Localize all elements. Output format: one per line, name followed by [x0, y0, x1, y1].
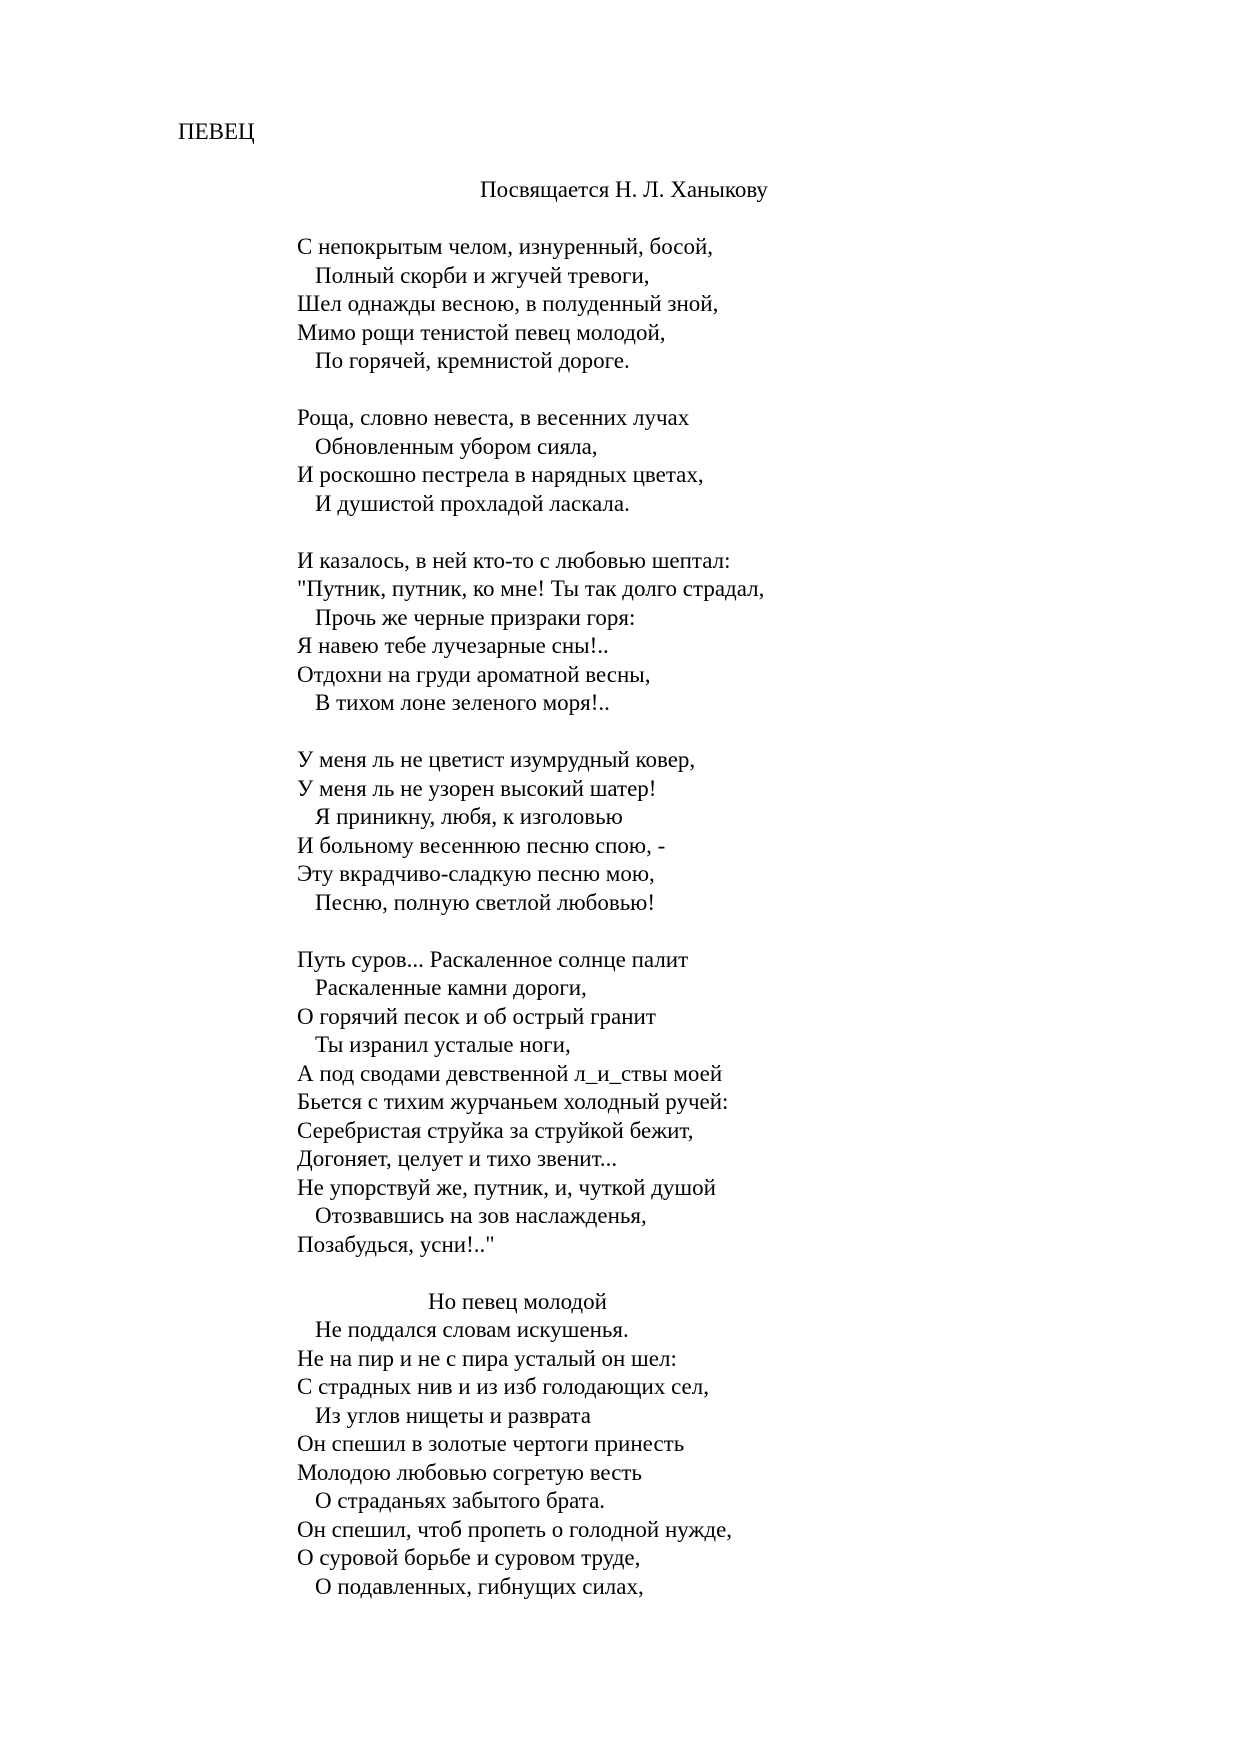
poem-line: "Путник, путник, ко мне! Ты так долго страдал, — [297, 576, 765, 601]
poem-line: Серебристая струйка за струйкой бежит, — [297, 1117, 694, 1143]
stanza — [297, 233, 1197, 376]
poem-line: Отдохни на груди ароматной весны, — [297, 661, 651, 687]
poem-line: Я приникну, любя, к изголовью — [315, 804, 623, 829]
stanza — [297, 746, 1197, 917]
poem-line: О суровой борьбе и суровом труде, — [297, 1545, 641, 1570]
poem-line: У меня ль не цветист изумрудный ковер, — [297, 747, 696, 772]
poem-line: Прочь же черные призраки горя: — [315, 604, 636, 630]
poem-line: И роскошно пестрела в нарядных цветах, — [297, 462, 704, 487]
poem-line: Путь суров... Раскаленное солнце палит — [297, 946, 689, 972]
poem-line: Не поддался словам искушенья. — [315, 1317, 629, 1342]
stanza — [297, 547, 1197, 718]
poem-line: Отозвавшись на зов наслажденья, — [315, 1203, 647, 1228]
poem-line: Догоняет, целует и тихо звенит... — [297, 1146, 618, 1171]
poem-line: У меня ль не узорен высокий шатер! — [297, 775, 657, 801]
poem-line: Не упорствуй же, путник, и, чуткой душой — [297, 1174, 716, 1200]
poem-line: С страдных нив и из изб голодающих сел, — [297, 1374, 709, 1399]
stanza — [297, 1288, 1197, 1602]
poem-line: Молодою любовью согретую весть — [297, 1459, 642, 1485]
poem-dedication: Посвящается Н. Л. Ханыкову — [480, 177, 768, 202]
poem-line: Он спешил, чтоб пропеть о голодной нужде, — [297, 1516, 733, 1542]
poem-line: Бьется с тихим журчаньем холодный ручей: — [297, 1089, 729, 1114]
poem-line: Позабудься, усни!.." — [297, 1231, 495, 1257]
poem-line: И больному весеннюю песню спою, - — [297, 832, 666, 858]
poem-line: Не на пир и не с пира усталый он шел: — [297, 1345, 677, 1371]
stanza — [297, 946, 1197, 1260]
poem-line: Обновленным убором сияла, — [315, 433, 598, 459]
poem-line: Раскаленные камни дороги, — [315, 975, 587, 1000]
poem-line: И душистой прохладой ласкала. — [315, 490, 630, 516]
poem-line: Мимо рощи тенистой певец молодой, — [297, 319, 666, 345]
poem-body — [297, 233, 1197, 1630]
poem-line: Роща, словно невеста, в весенних лучах — [297, 405, 690, 430]
poem-title: ПЕВЕЦ — [178, 119, 255, 144]
poem-line: Полный скорби и жгучей тревоги, — [315, 262, 650, 288]
poem-line: Я навею тебе лучезарные сны!.. — [297, 633, 609, 658]
poem-line: Эту вкрадчиво-сладкую песню мою, — [297, 861, 655, 886]
poem-line: В тихом лоне зеленого моря!.. — [315, 690, 610, 715]
poem-line: По горячей, кремнистой дороге. — [315, 348, 630, 373]
stanza — [297, 404, 1197, 518]
poem-line: А под сводами девственной л_и_ствы моей — [297, 1060, 723, 1086]
poem-line: О подавленных, гибнущих силах, — [315, 1573, 644, 1599]
poem-line: О страданьях забытого брата. — [315, 1488, 606, 1513]
poem-line: Из углов нищеты и разврата — [315, 1402, 591, 1428]
poem-line: С непокрытым челом, изнуренный, босой, — [297, 234, 714, 259]
poem-line: Шел однажды весною, в полуденный зной, — [297, 291, 719, 316]
poem-line: Ты изранил усталые ноги, — [315, 1032, 571, 1057]
poem-line: Он спешил в золотые чертоги принесть — [297, 1431, 685, 1456]
poem-line: Но певец молодой — [428, 1288, 607, 1314]
poem-line: О горячий песок и об острый гранит — [297, 1003, 656, 1029]
poem-line: Песню, полную светлой любовью! — [315, 889, 656, 915]
poem-line: И казалось, в ней кто-то с любовью шептал: — [297, 547, 731, 573]
